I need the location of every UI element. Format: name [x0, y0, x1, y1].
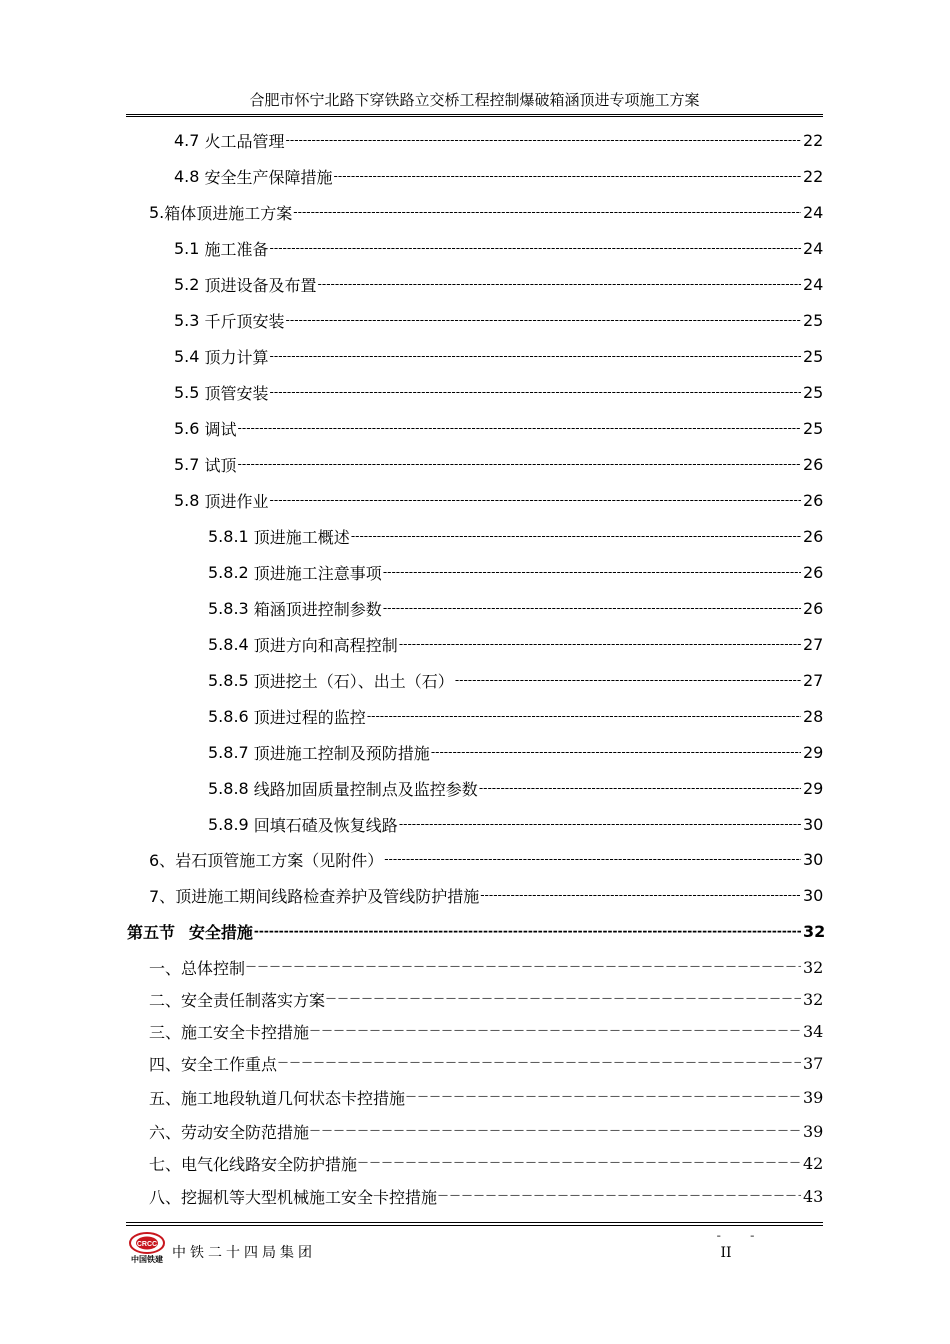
toc-entry-title: 回填石碴及恢复线路 — [253, 815, 398, 835]
toc-leader — [383, 560, 801, 584]
toc-leader — [358, 1151, 801, 1175]
toc-entry-page: 29 — [803, 742, 824, 762]
toc-entry-page: 30 — [803, 885, 824, 905]
toc-entry[interactable] — [174, 452, 823, 476]
header-title: 合肥市怀宁北路下穿铁路立交桥工程控制爆破箱涵顶进专项施工方案 — [249, 91, 700, 109]
toc-entry[interactable] — [149, 955, 823, 979]
toc-entry-title: 顶进过程的监控 — [253, 707, 366, 727]
toc-entry-page: 30 — [803, 849, 824, 869]
toc-entry-title: 安全措施 — [188, 922, 253, 942]
toc-entry[interactable] — [208, 812, 823, 836]
toc-leader — [455, 668, 801, 692]
toc-entry-number: 5.8.4 — [208, 634, 254, 654]
toc-entry-number: 5.5 — [174, 382, 205, 402]
toc-entry-page: 22 — [803, 166, 824, 186]
toc-entry[interactable] — [149, 1184, 823, 1208]
toc-entry-page: 32 — [803, 957, 824, 977]
toc-entry-number: 5. — [149, 202, 165, 222]
toc-entry-title: 线路加固质量控制点及监控参数 — [253, 779, 478, 799]
toc-entry-page: 27 — [803, 670, 824, 690]
toc-entry-page: 39 — [803, 1121, 824, 1141]
toc-entry-page: 28 — [803, 706, 824, 726]
toc-leader — [293, 200, 801, 224]
toc-leader — [318, 272, 801, 296]
page-number-dashes: ¯¯ — [716, 1234, 783, 1247]
toc-entry[interactable] — [174, 488, 823, 512]
toc-entry[interactable] — [149, 1119, 823, 1143]
toc-entry[interactable] — [149, 883, 823, 907]
toc-leader — [351, 524, 801, 548]
toc-entry[interactable] — [174, 344, 823, 368]
toc-leader — [270, 344, 801, 368]
toc-entry-number: 5.8.5 — [208, 670, 254, 690]
toc-entry-number: 5.8.7 — [208, 742, 254, 762]
toc-entry-number: 5.8.9 — [208, 814, 254, 834]
toc-leader — [246, 955, 801, 979]
toc-entry-page: 39 — [803, 1087, 824, 1107]
toc-entry-title: 安全工作重点 — [181, 1054, 278, 1074]
toc-entry-number: 5.4 — [174, 346, 205, 366]
toc-entry-title: 挖掘机等大型机械施工安全卡控措施 — [181, 1187, 438, 1207]
toc-entry-page: 25 — [803, 418, 824, 438]
toc-entry-page: 26 — [803, 454, 824, 474]
toc-entry-number: 5.6 — [174, 418, 205, 438]
toc-leader — [406, 1085, 801, 1109]
toc-entry[interactable] — [149, 1051, 823, 1075]
toc-entry-page: 32 — [803, 989, 824, 1009]
toc-entry-title: 试顶 — [204, 455, 237, 475]
toc-entry-title: 劳动安全防范措施 — [181, 1122, 310, 1142]
toc-entry-title: 顶进设备及布置 — [204, 275, 317, 295]
toc-leader — [270, 236, 801, 260]
toc-entry-title: 总体控制 — [181, 958, 246, 978]
toc-entry[interactable] — [149, 1151, 823, 1175]
toc-entry[interactable] — [174, 308, 823, 332]
toc-entry-number: 4.7 — [174, 130, 205, 150]
toc-entry-title: 顶进施工概述 — [253, 527, 350, 547]
toc-entry-page: 27 — [803, 634, 824, 654]
footer-rule — [126, 1222, 823, 1226]
toc-entry-page: 25 — [803, 382, 824, 402]
toc-entry-number: 5.7 — [174, 454, 205, 474]
toc-entry[interactable] — [149, 1019, 823, 1043]
toc-entry-number: 5.8.2 — [208, 562, 254, 582]
toc-entry-number: 5.8.3 — [208, 598, 254, 618]
toc-entry-title: 调试 — [204, 419, 237, 439]
toc-leader — [399, 812, 801, 836]
toc-entry[interactable] — [208, 704, 823, 728]
toc-entry-page: 26 — [803, 526, 824, 546]
toc-entry-page: 24 — [803, 202, 824, 222]
toc-entry-number: 六、 — [149, 1122, 182, 1142]
toc-entry-title: 施工准备 — [204, 239, 269, 259]
toc-entry-number: 三、 — [149, 1022, 182, 1042]
toc-leader — [310, 1119, 801, 1143]
toc-entry-title: 顶进挖土（石）、出土（石） — [253, 671, 454, 691]
crcc-logo — [127, 1231, 167, 1265]
toc-leader — [326, 987, 801, 1011]
company-name: 中铁二十四局集团 — [172, 1245, 316, 1261]
toc-leader — [334, 164, 801, 188]
logo-mark-text: CRCC — [136, 1241, 158, 1248]
toc-entry-number: 6、 — [149, 850, 176, 870]
toc-entry-number: 5.8.6 — [208, 706, 254, 726]
toc-entry-page: 26 — [803, 562, 824, 582]
toc-entry-page: 29 — [803, 778, 824, 798]
toc-entry-title: 安全责任制落实方案 — [181, 990, 326, 1010]
toc-entry-page: 43 — [803, 1186, 824, 1206]
toc-leader — [310, 1019, 801, 1043]
toc-leader — [480, 883, 801, 907]
logo-caption: 中国铁建 — [131, 1255, 163, 1264]
toc-leader — [238, 416, 801, 440]
toc-entry-title: 顶管安装 — [204, 383, 269, 403]
toc-entry-title: 顶进施工注意事项 — [253, 563, 382, 583]
toc-leader — [286, 128, 801, 152]
toc-entry-number: 5.8 — [174, 490, 205, 510]
toc-leader — [238, 452, 801, 476]
toc-entry[interactable] — [149, 847, 823, 871]
toc-entry-title: 施工地段轨道几何状态卡控措施 — [181, 1088, 406, 1108]
toc-entry-title: 顶进作业 — [204, 491, 269, 511]
toc-entry-number: 5.1 — [174, 238, 205, 258]
toc-entry-title: 电气化线路安全防护措施 — [181, 1154, 358, 1174]
toc-entry-title: 箱涵顶进控制参数 — [253, 599, 382, 619]
toc-entry-number: 5.8.8 — [208, 778, 254, 798]
toc-entry[interactable] — [208, 668, 823, 692]
toc-leader — [384, 847, 801, 871]
toc-entry-title: 火工品管理 — [204, 131, 285, 151]
toc-entry-title: 岩石顶管施工方案（见附件） — [175, 850, 384, 870]
toc-entry-title: 安全生产保障措施 — [204, 167, 333, 187]
toc-entry-number: 7、 — [149, 886, 176, 906]
toc-entry-title: 顶进施工控制及预防措施 — [253, 743, 430, 763]
toc-entry-title: 顶力计算 — [204, 347, 269, 367]
toc-entry-title: 施工安全卡控措施 — [181, 1022, 310, 1042]
toc-entry[interactable] — [149, 200, 823, 224]
toc-entry-page: 24 — [803, 274, 824, 294]
toc-entry-page: 22 — [803, 130, 824, 150]
toc-entry[interactable] — [208, 560, 823, 584]
toc-entry-number: 八、 — [149, 1187, 182, 1207]
toc-entry-number: 七、 — [149, 1154, 182, 1174]
toc-entry[interactable] — [208, 776, 823, 800]
toc-leader — [286, 308, 801, 332]
toc-entry[interactable] — [174, 380, 823, 404]
toc-entry-page: 25 — [803, 310, 824, 330]
toc-entry[interactable] — [149, 987, 823, 1011]
toc-entry-number: 5.8.1 — [208, 526, 254, 546]
toc-leader — [431, 740, 801, 764]
toc-section-heading[interactable] — [127, 919, 826, 943]
toc-entry-title: 箱体顶进施工方案 — [164, 203, 293, 223]
toc-leader — [270, 488, 801, 512]
toc-entry-number: 二、 — [149, 990, 182, 1010]
toc-leader — [270, 380, 801, 404]
toc-entry-number: 5.2 — [174, 274, 205, 294]
toc-leader — [254, 919, 801, 943]
toc-entry[interactable] — [208, 596, 823, 620]
toc-entry-number: 一、 — [149, 958, 182, 978]
toc-entry-number: 4.8 — [174, 166, 205, 186]
toc-entry-page: 30 — [803, 814, 824, 834]
toc-leader — [383, 596, 801, 620]
toc-entry-page: 24 — [803, 238, 824, 258]
toc-entry-page: 26 — [803, 598, 824, 618]
toc-entry-title: 顶进施工期间线路检查养护及管线防护措施 — [175, 886, 480, 906]
toc-entry[interactable] — [174, 164, 823, 188]
page-number — [702, 1234, 783, 1261]
toc-leader — [278, 1051, 801, 1075]
toc-entry-page: 42 — [803, 1153, 824, 1173]
toc-entry-page: 26 — [803, 490, 824, 510]
toc-entry[interactable] — [208, 740, 823, 764]
toc-entry[interactable] — [208, 524, 823, 548]
toc-entry[interactable] — [208, 632, 823, 656]
toc-entry-number: 五、 — [149, 1088, 182, 1108]
toc-entry-number: 5.3 — [174, 310, 205, 330]
page-number-value: II — [720, 1245, 732, 1261]
toc-entry[interactable] — [174, 128, 823, 152]
toc-entry[interactable] — [174, 272, 823, 296]
toc-entry-title: 顶进方向和高程控制 — [253, 635, 398, 655]
toc-leader — [438, 1184, 801, 1208]
toc-entry-title: 千斤顶安装 — [204, 311, 285, 331]
toc-entry-page: 25 — [803, 346, 824, 366]
toc-entry-page: 37 — [803, 1053, 824, 1073]
toc-leader — [399, 632, 801, 656]
toc-leader — [367, 704, 801, 728]
toc-entry-page: 34 — [803, 1021, 824, 1041]
toc-entry[interactable] — [149, 1085, 823, 1109]
toc-entry-number: 四、 — [149, 1054, 182, 1074]
toc-leader — [479, 776, 801, 800]
toc-entry-number: 第五节 — [127, 922, 176, 942]
toc-entry[interactable] — [174, 236, 823, 260]
toc-entry-page: 32 — [803, 921, 826, 941]
toc-entry[interactable] — [174, 416, 823, 440]
